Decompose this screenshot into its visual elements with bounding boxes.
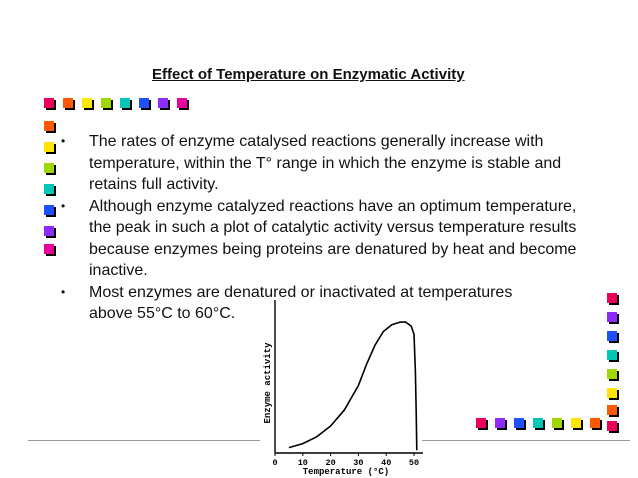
bullet-dot-icon: • xyxy=(61,198,66,213)
bullet-dot-icon: • xyxy=(61,284,66,299)
bullet-dot-icon: • xyxy=(61,134,66,148)
x-tick-label: 0 xyxy=(272,458,278,468)
x-tick-label: 40 xyxy=(381,458,392,468)
y-axis-label: Enzyme activity xyxy=(263,342,273,424)
bullet-text: Although enzyme catalyzed reactions have an optimum temperature, the peak in such a plot of catalytic activity versus temperature results because enzymes being proteins are denatured by heat and become inactive. xyxy=(89,197,577,279)
slide-title: Effect of Temperature on Enzymatic Activity xyxy=(152,66,465,83)
bullet-text: Most enzymes are denatured or inactivated at temperatures above 55°C to 60°C. xyxy=(89,283,513,322)
x-tick-label: 10 xyxy=(297,458,308,468)
x-tick-label: 30 xyxy=(353,458,364,468)
chart-ticks xyxy=(272,453,419,468)
chart-axes xyxy=(275,300,423,453)
x-tick-label: 50 xyxy=(408,458,420,468)
bullet-text: The rates of enzyme catalysed reactions generally increase with temperature, within the T° range in which the enzyme is stable and retains full activity. xyxy=(89,133,562,193)
x-tick-label: 20 xyxy=(325,458,336,468)
x-axis-label: Temperature (°C) xyxy=(302,467,390,477)
activity-curve xyxy=(289,322,417,450)
